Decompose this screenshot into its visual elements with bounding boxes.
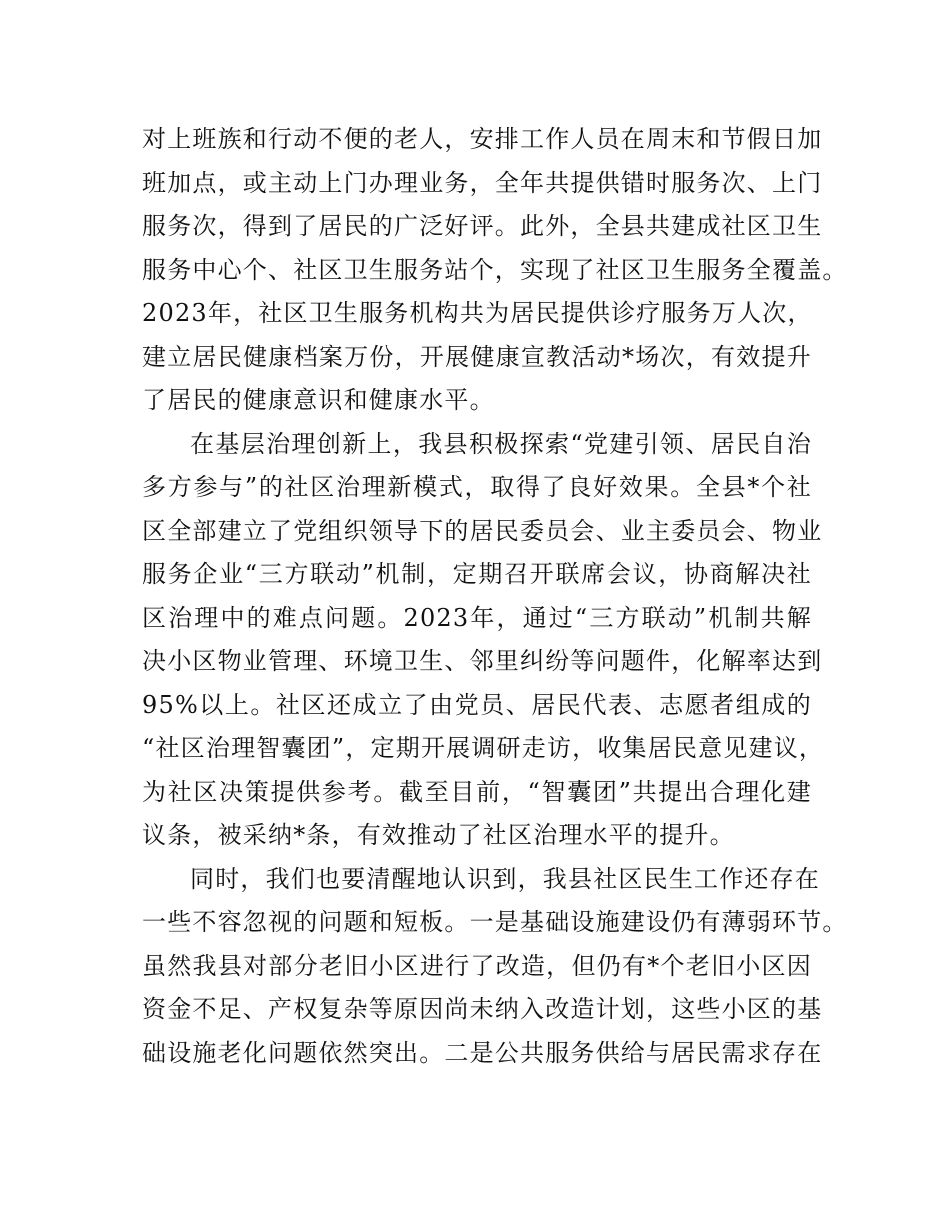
text-line: 服务次，得到了居民的广泛好评。此外，全县共建成社区卫生 <box>142 212 823 240</box>
text-line-last: 议条，被采纳*条，有效推动了社区治理水平的提升。 <box>142 821 735 849</box>
text-line: 对上班族和行动不便的老人，安排工作人员在周末和节假日加 <box>142 125 823 153</box>
text-line-first: 在基层治理创新上，我县积极探索“党建引领、居民自治 <box>190 429 812 458</box>
text-line: 建立居民健康档案万份，开展健康宣教活动*场次，有效提升 <box>142 342 812 371</box>
text-line-last: 了居民的健康意识和健康水平。 <box>142 386 495 414</box>
text-line: 95%以上。社区还成立了由党员、居民代表、志愿者组成的 <box>142 690 812 719</box>
text-line: 多方参与”的社区治理新模式，取得了良好效果。全县*个社 <box>142 473 812 501</box>
text-line: 班加点，或主动上门办理业务，全年共提供错时服务次、上门 <box>142 168 823 197</box>
text-line: 2023年，社区卫生服务机构共为居民提供诊疗服务万人次， <box>142 299 813 327</box>
text-line: 区治理中的难点问题。2023年，通过“三方联动”机制共解 <box>142 603 812 632</box>
text-line: 服务中心个、社区卫生服务站个，实现了社区卫生服务全覆盖。 <box>142 255 848 284</box>
text-line: 础设施老化问题依然突出。二是公共服务供给与居民需求存在 <box>142 1038 823 1067</box>
text-line: 为社区决策提供参考。截至目前，“智囊团”共提出合理化建 <box>142 777 812 806</box>
text-line: 服务企业“三方联动”机制，定期召开联席会议，协商解决社 <box>142 560 812 588</box>
text-line: 资金不足、产权复杂等原因尚未纳入改造计划，这些小区的基 <box>142 995 823 1023</box>
text-line: “社区治理智囊团”，定期开展调研走访，收集居民意见建议， <box>142 734 825 762</box>
text-line: 一些不容忽视的问题和短板。一是基础设施建设仍有薄弱环节。 <box>142 908 848 936</box>
text-line: 区全部建立了党组织领导下的居民委员会、业主委员会、物业 <box>142 516 823 545</box>
text-line: 决小区物业管理、环境卫生、邻里纠纷等问题件，化解率达到 <box>142 647 823 675</box>
text-line-first: 同时，我们也要清醒地认识到，我县社区民生工作还存在 <box>190 864 820 893</box>
text-line: 虽然我县对部分老旧小区进行了改造，但仍有*个老旧小区因 <box>142 951 812 980</box>
body-text <box>142 118 848 1075</box>
